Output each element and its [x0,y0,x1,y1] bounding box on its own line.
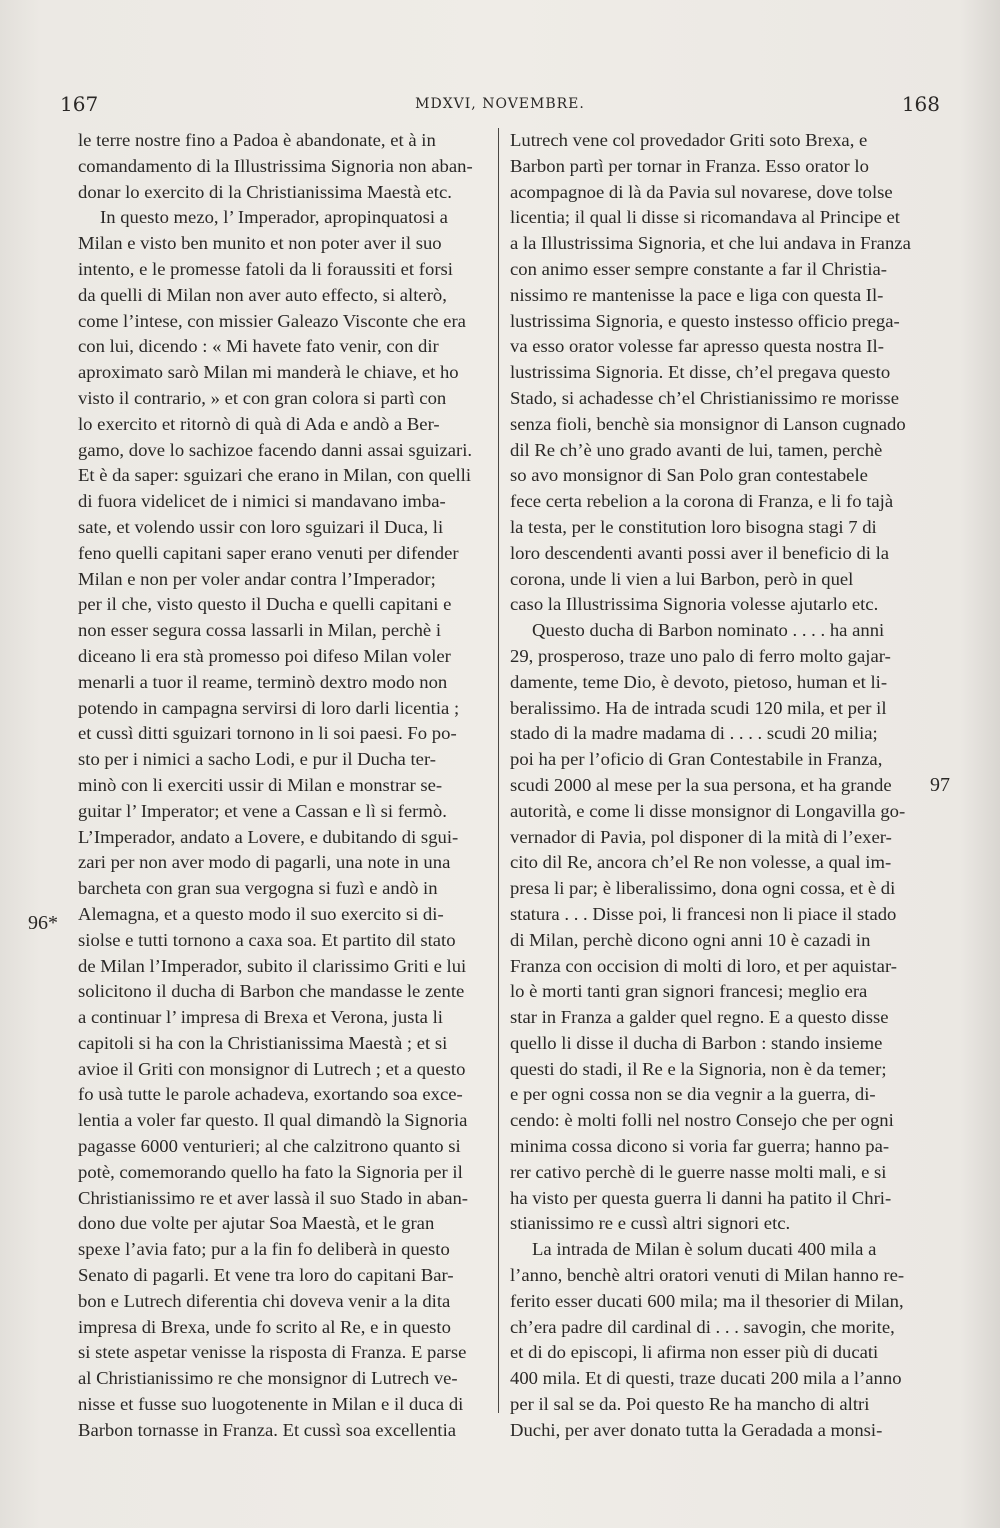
left-column-line: L’Imperador, andato a Lovere, e dubitando di sgui- [78,826,459,847]
right-column-line: star in Franza a galder quel regno. E a questo disse [510,1007,889,1028]
right-column-line: quello li disse il ducha di Barbon : stando insieme [510,1032,883,1053]
right-column-line: minima cossa dicono si voria far guerra; hanno pa- [510,1136,890,1157]
right-column-line: scudi 2000 al mese per la sua persona, et ha grande [510,774,892,795]
left-column-line: capitoli si ha con la Christianissima Maestà ; et si [78,1032,448,1053]
left-column-line: Christianissimo re et aver lassà il suo Stado in aban- [78,1187,469,1208]
right-column-line: e per ogni cossa non se dia vegnir a la guerra, di- [510,1084,876,1105]
right-column-line: cito dil Re, ancora ch’el Re non volesse, a qual im- [510,852,892,873]
left-column-line: di fuora videlicet de i nimici si mandavano imba- [78,491,446,512]
right-column-line: 29, prosperoso, traze uno palo di ferro molto gajar- [510,645,891,666]
page-number-left: 167 [60,92,99,116]
right-column-line: lustrissima Signoria, e questo instesso officio prega- [510,310,900,331]
right-column-line: acompagnoe di là da Pavia sul novarese, dove tolse [510,181,893,202]
left-column-line: Alemagna, et a questo modo il suo exercito si di- [78,903,444,924]
right-column-line: damente, teme Dio, è devoto, pietoso, human et li- [510,671,888,692]
column-divider [498,128,499,1413]
right-column-line: ferito esser ducati 600 mila; ma il thesorier di Milan, [510,1290,904,1311]
left-column-line: barcheta con gran sua vergogna si fuzì e andò in [78,878,438,899]
right-column-line: dil Re ch’è uno grado avanti de lui, tamen, perchè [510,439,883,460]
left-column-line: a continuar l’ impresa di Brexa et Verona, justa li [78,1007,443,1028]
left-column-line: et cussì ditti sguizari tornono in li soi paesi. Fo po- [78,723,457,744]
left-column-line: per il che, visto questo il Ducha e quelli capitani e [78,594,452,615]
page-header [60,92,940,116]
right-column-line: et di do episcopi, li afirma non esser più di ducati [510,1342,879,1363]
left-column-line: sto per i nimici a sacho Lodi, e pur il Ducha ter- [78,749,437,770]
left-column-line: Milan e non per voler andar contra l’Imperador; [78,568,436,589]
right-column-line: questi do stadi, il Re e la Signoria, non è da temer; [510,1058,887,1079]
right-column-line: beralissimo. Ha de intrada scudi 120 mila, et per il [510,697,887,718]
left-column-line: siolse e tutti tornono a caxa soa. Et partito dil stato [78,929,456,950]
left-text-column [78,128,494,1444]
left-column-line: nisse et fusse suo luogotenente in Milan e il duca di [78,1394,464,1415]
right-column-line: vernador di Pavia, pol disponer di la mità di l’exer- [510,826,892,847]
right-column-line: stado di la madre madama di . . . . scudi 20 milia; [510,723,878,744]
right-column-line: licentia; il qual li disse si ricomandava al Principe et [510,207,900,228]
left-column-line: guitar l’ Imperator; et vene a Cassan e lì si fermò. [78,800,447,821]
left-column-line: minò con li exerciti ussir di Milan e monstrar se- [78,774,443,795]
right-column-line: presa li par; è liberalissimo, dona ogni cossa, et è di [510,878,896,899]
left-column-line: non esser segura cossa lassarli in Milan, perchè i [78,620,442,641]
right-column-line: loro descendenti avanti possi aver il beneficio di la [510,542,890,563]
right-column-line: Franza con occision di molti di loro, et per aquistar- [510,955,898,976]
right-column-line: per il sal se da. Poi questo Re ha mancho di altri [510,1394,870,1415]
right-column-line: Duchi, per aver donato tutta la Geradada a monsi- [510,1419,883,1440]
margin-note-right: 97 [930,774,950,796]
left-column-line: Senato di pagarli. Et vene tra loro do capitani Bar- [78,1265,454,1286]
right-column-line: l’anno, benchè altri oratori venuti di Milan hanno re- [510,1265,905,1286]
right-column-line: statura . . . Disse poi, li francesi non li piace il stado [510,903,897,924]
right-column-line: Questo ducha di Barbon nominato . . . . ha anni [532,620,885,641]
right-column-line: stianissimo re e cussì altri signori etc. [510,1213,791,1234]
right-column-line: va esso orator volesse far apresso questa nostra Il- [510,336,884,357]
left-column-line: si stete aspetar venisse la risposta di Franza. E parse [78,1342,467,1363]
right-column-line: 400 mila. Et di questi, traze ducati 200 mila a l’anno [510,1368,902,1389]
right-column-line: a la Illustrissima Signoria, et che lui andava in Franza [510,233,911,254]
left-column-line: pagasse 6000 venturieri; al che calzitrono quanto si [78,1136,461,1157]
left-column-line: le terre nostre fino a Padoa è abandonate, et à in [78,130,436,150]
left-column-line: lo exercito et ritornò di quà di Ada e andò a Ber- [78,413,440,434]
left-column-line: donar lo exercito di la Christianissima Maestà etc. [78,181,452,202]
right-column-line: Stado, si achadesse ch’el Christianissimo re morisse [510,387,899,408]
right-column-line: cendo: è molti folli nel nostro Consejo che per ogni [510,1110,894,1131]
left-column-line: come l’intese, con missier Galeazo Visconte che era [78,310,466,331]
left-column-line: menarli a tuor il reame, terminò dextro modo non [78,671,448,692]
left-column-line: Barbon tornasse in Franza. Et cussì soa excellentia [78,1419,457,1440]
page-number-right: 168 [901,92,940,116]
left-column-line: potè, comemorando quello ha fato la Signoria per il [78,1161,463,1182]
right-column-line: poi ha per l’oficio di Gran Contestabile in Franza, [510,749,883,770]
right-column-line: ha visto per questa guerra li danni ha patito il Chri- [510,1187,892,1208]
left-column-line: dono due volte per ajutar Soa Maestà, et le gran [78,1213,435,1234]
right-column-line: caso la Illustrissima Signoria volesse ajutarlo etc. [510,594,879,615]
left-column-line: feno quelli capitani saper erano venuti per difender [78,542,459,563]
left-column-line: diceano li era stà promesso poi difeso Milan voler [78,645,451,666]
left-column-line: sate, et volendo ussir con loro sguizari il Duca, li [78,516,444,537]
left-column-line: Et è da saper: sguizari che erano in Milan, con quelli [78,465,472,486]
left-column-line: solicitono il ducha di Barbon che mandasse le zente [78,981,465,1002]
left-column-line: Milan e visto ben munito et non poter aver il suo [78,233,442,254]
margin-note-left: 96* [28,912,58,934]
right-column-line: autorità, e come li disse monsignor di Longavilla go- [510,800,906,821]
right-column-line: rer cativo perchè di le guerre nasse molti mali, e si [510,1161,887,1182]
right-column-line: lo è morti tanti gran signori francesi; meglio era [510,981,868,1002]
left-column-line: visto il contrario, » et con gran colora si partì con [78,387,447,408]
right-column-line: corona, unde li vien a lui Barbon, però in quel [510,568,854,589]
right-column-line: Barbon partì per tornar in Franza. Esso orator lo [510,155,869,176]
right-text-column [510,128,926,1444]
left-column-line: lentia a voler far questo. Il qual dimandò la Signoria [78,1110,468,1131]
right-column-line: la testa, per le constitution loro bisogna stagi 7 di [510,516,877,537]
right-column-line: Lutrech vene col provedador Griti soto Brexa, e [510,130,868,150]
right-column-line: fece certa rebelion a la corona di Franza, e li fo tajà [510,491,894,512]
left-column-line: avioe il Griti con monsignor di Lutrech ; et a questo [78,1058,466,1079]
left-column-line: de Milan l’Imperador, subito il clarissimo Griti e lui [78,955,467,976]
left-column-line: comandamento di la Illustrissima Signoria non aban- [78,155,473,176]
left-column-line: bon e Lutrech diferentia chi doveva venir a la dita [78,1290,451,1311]
right-column-line: con animo esser sempre constante a far il Christia- [510,258,888,279]
right-column-line: so avo monsignor di San Polo gran contestabele [510,465,868,486]
left-column-line: fo usà tutte le parole achadeva, exortando soa exce- [78,1084,463,1105]
left-column-line: potendo in campagna servirsi di loro darli licentia ; [78,697,460,718]
right-column-line: di Milan, perchè dicono ogni anni 10 è cazadi in [510,929,871,950]
left-column-line: zari per non aver modo di pagarli, una note in una [78,852,451,873]
left-column-line: aproximato sarò Milan mi manderà le chiave, et ho [78,362,459,383]
left-column-line: da quelli di Milan non aver auto effecto, si alterò, [78,284,447,305]
right-column-line: lustrissima Signoria. Et disse, ch’el pregava questo [510,362,891,383]
left-column-line: In questo mezo, l’ Imperador, apropinquatosi a [100,207,448,228]
left-column-line: intento, e le promesse fatoli da li foraussiti et forsi [78,258,453,279]
right-column-line: nissimo re mantenisse la pace e liga con questa Il- [510,284,884,305]
left-column-line: impresa di Brexa, unde fo scrito al Re, e in questo [78,1316,451,1337]
left-column-line: al Christianissimo re che monsignor di Lutrech ve- [78,1368,458,1389]
right-column-line: ch’era padre dil cardinal di . . . savogin, che morite, [510,1316,895,1337]
right-column-line: La intrada de Milan è solum ducati 400 mila a [532,1239,877,1260]
running-title: MDXVI, NOVEMBRE. [415,96,585,112]
left-column-line: con lui, dicendo : « Mi havete fato venir, con dir [78,336,439,357]
right-column-line: senza fioli, benchè sia monsignor di Lanson cugnado [510,413,906,434]
left-column-line: gamo, dove lo sachizoe facendo danni assai sguizari. [78,439,473,460]
left-column-line: spexe l’avia fato; pur a la fin fo deliberà in questo [78,1239,450,1260]
